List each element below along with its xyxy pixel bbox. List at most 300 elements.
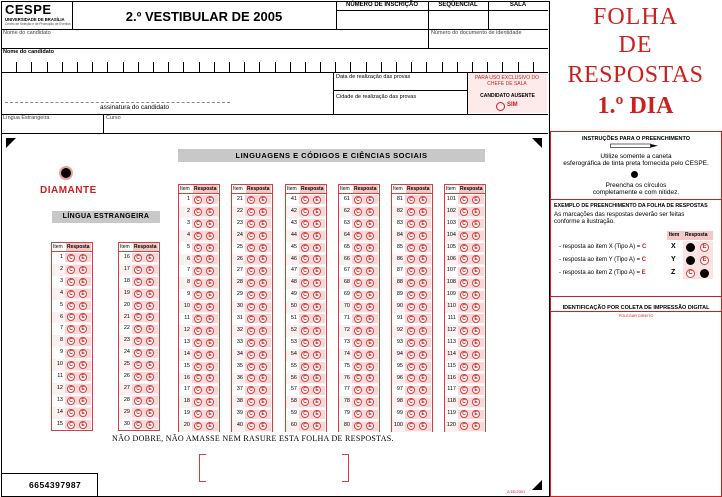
bubble-c[interactable]: C bbox=[407, 398, 415, 406]
bubble-e[interactable]: E bbox=[206, 232, 214, 240]
bubble-e[interactable]: E bbox=[259, 244, 267, 252]
bubble-c[interactable]: C bbox=[407, 351, 415, 359]
bubble-c[interactable]: C bbox=[194, 351, 202, 359]
bubble-c[interactable]: C bbox=[67, 373, 75, 381]
bubble-e[interactable]: E bbox=[79, 409, 87, 417]
bubble-c[interactable]: C bbox=[194, 315, 202, 323]
bubble-e[interactable]: E bbox=[146, 349, 154, 357]
bubble-c[interactable]: C bbox=[301, 267, 309, 275]
bubble-c[interactable]: C bbox=[460, 363, 468, 371]
bubble-e[interactable]: E bbox=[259, 279, 267, 287]
bubble-e[interactable]: E bbox=[366, 363, 374, 371]
bubble-c[interactable]: C bbox=[247, 244, 255, 252]
bubble-c[interactable]: C bbox=[134, 254, 142, 262]
bubble-c[interactable]: C bbox=[194, 339, 202, 347]
bubble-c[interactable]: C bbox=[301, 255, 309, 263]
bubble-e[interactable]: E bbox=[146, 337, 154, 345]
bubble-e[interactable]: E bbox=[79, 337, 87, 345]
bubble-e[interactable]: E bbox=[419, 255, 427, 263]
bubble-c[interactable]: C bbox=[460, 351, 468, 359]
bubble-e[interactable]: E bbox=[366, 267, 374, 275]
bubble-e[interactable]: E bbox=[313, 398, 321, 406]
bubble-c[interactable]: C bbox=[460, 291, 468, 299]
bubble-c[interactable]: C bbox=[194, 208, 202, 216]
bubble-c[interactable]: C bbox=[194, 196, 202, 204]
bubble-c[interactable]: C bbox=[354, 398, 362, 406]
bubble-e[interactable]: E bbox=[146, 325, 154, 333]
bubble-e[interactable]: E bbox=[146, 373, 154, 381]
bubble-e[interactable]: E bbox=[419, 291, 427, 299]
bubble-e[interactable]: E bbox=[79, 254, 87, 262]
bubble-c[interactable]: C bbox=[301, 374, 309, 382]
bubble-c[interactable]: C bbox=[247, 255, 255, 263]
bubble-c[interactable]: C bbox=[354, 386, 362, 394]
bubble-c[interactable]: C bbox=[247, 279, 255, 287]
bubble-c[interactable]: C bbox=[134, 266, 142, 274]
bubble-c[interactable]: C bbox=[354, 410, 362, 418]
bubble-e[interactable]: E bbox=[146, 254, 154, 262]
bubble-c[interactable]: C bbox=[301, 398, 309, 406]
bubble-e[interactable]: E bbox=[206, 351, 214, 359]
bubble-e[interactable]: E bbox=[472, 398, 480, 406]
bubble-c[interactable]: C bbox=[134, 349, 142, 357]
bubble-e[interactable]: E bbox=[419, 232, 427, 240]
bubble-e[interactable]: E bbox=[206, 363, 214, 371]
bubble-e[interactable]: E bbox=[419, 339, 427, 347]
bubble-c[interactable]: C bbox=[194, 386, 202, 394]
bubble-e[interactable]: E bbox=[366, 220, 374, 228]
bubble-e[interactable]: E bbox=[472, 220, 480, 228]
bubble-e[interactable]: E bbox=[472, 196, 480, 204]
bubble-c[interactable]: C bbox=[354, 374, 362, 382]
bubble-c[interactable]: C bbox=[134, 313, 142, 321]
bubble-e[interactable]: E bbox=[146, 421, 154, 429]
assinatura-line[interactable] bbox=[5, 102, 230, 103]
bubble-c[interactable]: C bbox=[460, 386, 468, 394]
bubble-e[interactable]: E bbox=[313, 422, 321, 430]
bubble-c[interactable]: C bbox=[247, 208, 255, 216]
bubble-c[interactable]: C bbox=[194, 291, 202, 299]
bubble-e[interactable]: E bbox=[259, 255, 267, 263]
bubble-c[interactable]: C bbox=[407, 267, 415, 275]
bubble-e[interactable]: E bbox=[206, 422, 214, 430]
bubble-e[interactable]: E bbox=[419, 351, 427, 359]
bubble-e[interactable]: E bbox=[419, 386, 427, 394]
bubble-e[interactable]: E bbox=[206, 386, 214, 394]
bubble-c[interactable]: C bbox=[460, 422, 468, 430]
bubble-c[interactable]: C bbox=[134, 337, 142, 345]
bubble-e[interactable]: E bbox=[472, 244, 480, 252]
bubble-c[interactable]: C bbox=[194, 422, 202, 430]
bubble-e[interactable]: E bbox=[366, 303, 374, 311]
bubble-c[interactable]: C bbox=[194, 220, 202, 228]
bubble-c[interactable]: C bbox=[460, 398, 468, 406]
bubble-c[interactable]: C bbox=[247, 315, 255, 323]
bubble-e[interactable]: E bbox=[259, 374, 267, 382]
bubble-e[interactable]: E bbox=[313, 339, 321, 347]
bubble-c[interactable]: C bbox=[247, 410, 255, 418]
bubble-c[interactable]: C bbox=[134, 302, 142, 310]
bubble-c[interactable]: C bbox=[134, 421, 142, 429]
bubble-c[interactable]: C bbox=[67, 302, 75, 310]
bubble-c[interactable]: C bbox=[194, 244, 202, 252]
bubble-e[interactable]: E bbox=[259, 232, 267, 240]
bubble-c[interactable]: C bbox=[407, 232, 415, 240]
bubble-e[interactable]: E bbox=[206, 196, 214, 204]
bubble-e[interactable]: E bbox=[472, 291, 480, 299]
bubble-c[interactable]: C bbox=[354, 303, 362, 311]
bubble-c[interactable]: C bbox=[407, 244, 415, 252]
bubble-c[interactable]: C bbox=[194, 279, 202, 287]
bubble-c[interactable]: C bbox=[407, 363, 415, 371]
bubble-e[interactable]: E bbox=[146, 313, 154, 321]
bubble-c[interactable]: C bbox=[460, 220, 468, 228]
bubble-e[interactable]: E bbox=[472, 315, 480, 323]
bubble-e[interactable]: E bbox=[79, 325, 87, 333]
bubble-c[interactable]: C bbox=[301, 232, 309, 240]
bubble-e[interactable]: E bbox=[206, 267, 214, 275]
bubble-c[interactable]: C bbox=[354, 255, 362, 263]
bubble-c[interactable]: C bbox=[407, 422, 415, 430]
bubble-e[interactable]: E bbox=[206, 398, 214, 406]
bubble-c[interactable]: C bbox=[301, 386, 309, 394]
bubble-e[interactable]: E bbox=[313, 327, 321, 335]
bubble-c[interactable]: C bbox=[460, 303, 468, 311]
bubble-c[interactable]: C bbox=[354, 244, 362, 252]
bubble-c[interactable]: C bbox=[194, 303, 202, 311]
bubble-c[interactable]: C bbox=[67, 421, 75, 429]
bubble-e[interactable]: E bbox=[472, 279, 480, 287]
bubble-e[interactable]: E bbox=[419, 220, 427, 228]
bubble-c[interactable]: C bbox=[407, 279, 415, 287]
bubble-e[interactable]: E bbox=[206, 410, 214, 418]
bubble-c[interactable]: C bbox=[134, 385, 142, 393]
bubble-e[interactable]: E bbox=[472, 339, 480, 347]
bubble-c[interactable]: C bbox=[194, 267, 202, 275]
bubble-c[interactable]: C bbox=[301, 244, 309, 252]
bubble-e[interactable]: E bbox=[419, 303, 427, 311]
bubble-e[interactable]: E bbox=[366, 315, 374, 323]
bubble-c[interactable]: C bbox=[354, 220, 362, 228]
bubble-e[interactable]: E bbox=[419, 279, 427, 287]
bubble-c[interactable]: C bbox=[407, 386, 415, 394]
bubble-c[interactable]: C bbox=[460, 315, 468, 323]
bubble-c[interactable]: C bbox=[134, 290, 142, 298]
bubble-e[interactable]: E bbox=[206, 255, 214, 263]
bubble-c[interactable]: C bbox=[407, 410, 415, 418]
bubble-e[interactable]: E bbox=[419, 422, 427, 430]
bubble-c[interactable]: C bbox=[301, 339, 309, 347]
bubble-c[interactable]: C bbox=[247, 398, 255, 406]
bubble-c[interactable]: C bbox=[407, 208, 415, 216]
bubble-e[interactable]: E bbox=[472, 363, 480, 371]
bubble-c[interactable]: C bbox=[247, 267, 255, 275]
bubble-e[interactable]: E bbox=[79, 349, 87, 357]
bubble-e[interactable]: E bbox=[259, 208, 267, 216]
bubble-e[interactable]: E bbox=[146, 409, 154, 417]
bubble-c[interactable]: C bbox=[194, 327, 202, 335]
bubble-e[interactable]: E bbox=[259, 398, 267, 406]
bubble-c[interactable]: C bbox=[134, 409, 142, 417]
bubble-c[interactable]: C bbox=[407, 374, 415, 382]
bubble-c[interactable]: C bbox=[460, 267, 468, 275]
bubble-c[interactable]: C bbox=[354, 232, 362, 240]
bubble-e[interactable]: E bbox=[313, 244, 321, 252]
bubble-e[interactable]: E bbox=[472, 267, 480, 275]
bubble-e[interactable]: E bbox=[313, 363, 321, 371]
bubble-e[interactable]: E bbox=[79, 266, 87, 274]
bubble-e[interactable]: E bbox=[419, 410, 427, 418]
bubble-e[interactable]: E bbox=[79, 313, 87, 321]
bubble-e[interactable]: E bbox=[472, 255, 480, 263]
bubble-e[interactable]: E bbox=[313, 315, 321, 323]
bubble-c[interactable]: C bbox=[354, 351, 362, 359]
bubble-e[interactable]: E bbox=[366, 244, 374, 252]
bubble-c[interactable]: C bbox=[134, 361, 142, 369]
bubble-c[interactable]: C bbox=[67, 349, 75, 357]
bubble-e[interactable]: E bbox=[206, 244, 214, 252]
bubble-e[interactable]: E bbox=[206, 315, 214, 323]
bubble-e[interactable]: E bbox=[472, 327, 480, 335]
bubble-c[interactable]: C bbox=[301, 291, 309, 299]
nome-candidato-boxes[interactable] bbox=[1, 56, 548, 72]
bubble-e[interactable]: E bbox=[366, 208, 374, 216]
bubble-c[interactable]: C bbox=[301, 410, 309, 418]
bubble-e[interactable]: E bbox=[79, 290, 87, 298]
bubble-e[interactable]: E bbox=[259, 196, 267, 204]
bubble-c[interactable]: C bbox=[194, 410, 202, 418]
bubble-c[interactable]: C bbox=[301, 196, 309, 204]
bubble-e[interactable]: E bbox=[313, 208, 321, 216]
bubble-e[interactable]: E bbox=[146, 302, 154, 310]
bubble-c[interactable]: C bbox=[354, 363, 362, 371]
bubble-c[interactable]: C bbox=[460, 279, 468, 287]
bubble-e[interactable]: E bbox=[79, 421, 87, 429]
bubble-e[interactable]: E bbox=[419, 244, 427, 252]
bubble-e[interactable]: E bbox=[313, 220, 321, 228]
bubble-c[interactable]: C bbox=[247, 196, 255, 204]
bubble-e[interactable]: E bbox=[366, 255, 374, 263]
bubble-e[interactable]: E bbox=[366, 410, 374, 418]
bubble-e[interactable]: E bbox=[419, 398, 427, 406]
bubble-c[interactable]: C bbox=[67, 290, 75, 298]
bubble-c[interactable]: C bbox=[247, 232, 255, 240]
bubble-e[interactable]: E bbox=[472, 422, 480, 430]
bubble-c[interactable]: C bbox=[301, 422, 309, 430]
bubble-c[interactable]: C bbox=[407, 291, 415, 299]
bubble-e[interactable]: E bbox=[366, 327, 374, 335]
bubble-e[interactable]: E bbox=[206, 279, 214, 287]
bubble-c[interactable]: C bbox=[407, 220, 415, 228]
bubble-c[interactable]: C bbox=[134, 397, 142, 405]
bubble-e[interactable]: E bbox=[313, 410, 321, 418]
bubble-c[interactable]: C bbox=[134, 278, 142, 286]
bubble-e[interactable]: E bbox=[472, 374, 480, 382]
bubble-e[interactable]: E bbox=[366, 232, 374, 240]
bubble-c[interactable]: C bbox=[67, 325, 75, 333]
bubble-e[interactable]: E bbox=[313, 267, 321, 275]
bubble-e[interactable]: E bbox=[313, 291, 321, 299]
bubble-e[interactable]: E bbox=[259, 291, 267, 299]
bubble-c[interactable]: C bbox=[301, 327, 309, 335]
bubble-c[interactable]: C bbox=[247, 351, 255, 359]
bubble-e[interactable]: E bbox=[472, 208, 480, 216]
bubble-e[interactable]: E bbox=[366, 386, 374, 394]
bubble-e[interactable]: E bbox=[313, 374, 321, 382]
bubble-e[interactable]: E bbox=[419, 196, 427, 204]
bubble-c[interactable]: C bbox=[247, 303, 255, 311]
bubble-e[interactable]: E bbox=[259, 363, 267, 371]
bubble-c[interactable]: C bbox=[301, 363, 309, 371]
bubble-c[interactable]: C bbox=[247, 363, 255, 371]
bubble-c[interactable]: C bbox=[301, 279, 309, 287]
bubble-c[interactable]: C bbox=[354, 279, 362, 287]
bubble-e[interactable]: E bbox=[206, 327, 214, 335]
bubble-c[interactable]: C bbox=[460, 374, 468, 382]
bubble-c[interactable]: C bbox=[194, 363, 202, 371]
bubble-c[interactable]: C bbox=[67, 254, 75, 262]
bubble-e[interactable]: E bbox=[206, 291, 214, 299]
bubble-c[interactable]: C bbox=[460, 232, 468, 240]
sim-checkbox[interactable] bbox=[496, 102, 505, 111]
bubble-c[interactable]: C bbox=[301, 351, 309, 359]
bubble-c[interactable]: C bbox=[67, 397, 75, 405]
bubble-e[interactable]: E bbox=[366, 351, 374, 359]
bubble-c[interactable]: C bbox=[354, 291, 362, 299]
bubble-e[interactable]: E bbox=[259, 327, 267, 335]
bubble-e[interactable]: E bbox=[313, 279, 321, 287]
bubble-e[interactable]: E bbox=[146, 290, 154, 298]
bubble-e[interactable]: E bbox=[206, 339, 214, 347]
bubble-e[interactable]: E bbox=[366, 422, 374, 430]
bubble-e[interactable]: E bbox=[313, 386, 321, 394]
bubble-c[interactable]: C bbox=[247, 339, 255, 347]
bubble-e[interactable]: E bbox=[366, 398, 374, 406]
bubble-e[interactable]: E bbox=[313, 196, 321, 204]
bubble-c[interactable]: C bbox=[354, 327, 362, 335]
bubble-e[interactable]: E bbox=[259, 303, 267, 311]
bubble-c[interactable]: C bbox=[354, 422, 362, 430]
bubble-c[interactable]: C bbox=[301, 208, 309, 216]
bubble-e[interactable]: E bbox=[206, 374, 214, 382]
bubble-e[interactable]: E bbox=[79, 302, 87, 310]
bubble-e[interactable]: E bbox=[419, 208, 427, 216]
bubble-e[interactable]: E bbox=[472, 232, 480, 240]
bubble-c[interactable]: C bbox=[354, 267, 362, 275]
bubble-c[interactable]: C bbox=[247, 291, 255, 299]
bubble-c[interactable]: C bbox=[301, 315, 309, 323]
bubble-e[interactable]: E bbox=[206, 303, 214, 311]
bubble-e[interactable]: E bbox=[259, 220, 267, 228]
bubble-e[interactable]: E bbox=[259, 267, 267, 275]
bubble-e[interactable]: E bbox=[419, 374, 427, 382]
bubble-e[interactable]: E bbox=[313, 351, 321, 359]
bubble-c[interactable]: C bbox=[301, 220, 309, 228]
bubble-c[interactable]: C bbox=[354, 315, 362, 323]
bubble-c[interactable]: C bbox=[407, 196, 415, 204]
bubble-c[interactable]: C bbox=[247, 327, 255, 335]
bubble-c[interactable]: C bbox=[460, 327, 468, 335]
bubble-c[interactable]: C bbox=[247, 220, 255, 228]
bubble-c[interactable]: C bbox=[67, 313, 75, 321]
bubble-c[interactable]: C bbox=[67, 266, 75, 274]
bubble-c[interactable]: C bbox=[134, 325, 142, 333]
bubble-e[interactable]: E bbox=[366, 196, 374, 204]
bubble-c[interactable]: C bbox=[354, 208, 362, 216]
bubble-c[interactable]: C bbox=[460, 255, 468, 263]
bubble-c[interactable]: C bbox=[460, 196, 468, 204]
bubble-e[interactable]: E bbox=[206, 220, 214, 228]
bubble-c[interactable]: C bbox=[354, 196, 362, 204]
bubble-e[interactable]: E bbox=[259, 315, 267, 323]
bubble-e[interactable]: E bbox=[313, 303, 321, 311]
bubble-c[interactable]: C bbox=[460, 339, 468, 347]
bubble-e[interactable]: E bbox=[206, 208, 214, 216]
bubble-c[interactable]: C bbox=[67, 361, 75, 369]
bubble-e[interactable]: E bbox=[79, 397, 87, 405]
bubble-c[interactable]: C bbox=[407, 327, 415, 335]
bubble-c[interactable]: C bbox=[247, 422, 255, 430]
bubble-e[interactable]: E bbox=[313, 232, 321, 240]
bubble-e[interactable]: E bbox=[259, 386, 267, 394]
bubble-e[interactable]: E bbox=[472, 351, 480, 359]
bubble-c[interactable]: C bbox=[460, 410, 468, 418]
bubble-e[interactable]: E bbox=[259, 339, 267, 347]
bubble-e[interactable]: E bbox=[472, 386, 480, 394]
bubble-c[interactable]: C bbox=[407, 315, 415, 323]
bubble-c[interactable]: C bbox=[247, 374, 255, 382]
bubble-c[interactable]: C bbox=[67, 385, 75, 393]
bubble-e[interactable]: E bbox=[146, 278, 154, 286]
bubble-e[interactable]: E bbox=[259, 422, 267, 430]
bubble-c[interactable]: C bbox=[301, 303, 309, 311]
bubble-e[interactable]: E bbox=[313, 255, 321, 263]
bubble-e[interactable]: E bbox=[472, 410, 480, 418]
bubble-e[interactable]: E bbox=[419, 363, 427, 371]
bubble-e[interactable]: E bbox=[259, 410, 267, 418]
bubble-c[interactable]: C bbox=[67, 337, 75, 345]
bubble-c[interactable]: C bbox=[407, 303, 415, 311]
bubble-e[interactable]: E bbox=[146, 266, 154, 274]
bubble-e[interactable]: E bbox=[419, 315, 427, 323]
bubble-e[interactable]: E bbox=[419, 267, 427, 275]
bubble-c[interactable]: C bbox=[460, 244, 468, 252]
bubble-c[interactable]: C bbox=[194, 255, 202, 263]
bubble-c[interactable]: C bbox=[134, 373, 142, 381]
bubble-c[interactable]: C bbox=[247, 386, 255, 394]
bubble-e[interactable]: E bbox=[472, 303, 480, 311]
bubble-e[interactable]: E bbox=[259, 351, 267, 359]
bubble-c[interactable]: C bbox=[67, 409, 75, 417]
bubble-c[interactable]: C bbox=[194, 398, 202, 406]
bubble-e[interactable]: E bbox=[79, 278, 87, 286]
bubble-e[interactable]: E bbox=[366, 291, 374, 299]
bubble-e[interactable]: E bbox=[419, 327, 427, 335]
bubble-c[interactable]: C bbox=[194, 232, 202, 240]
bubble-e[interactable]: E bbox=[366, 339, 374, 347]
bubble-e[interactable]: E bbox=[146, 385, 154, 393]
bubble-e[interactable]: E bbox=[146, 397, 154, 405]
bubble-e[interactable]: E bbox=[366, 374, 374, 382]
bubble-c[interactable]: C bbox=[407, 255, 415, 263]
bubble-c[interactable]: C bbox=[354, 339, 362, 347]
bubble-c[interactable]: C bbox=[194, 374, 202, 382]
bubble-c[interactable]: C bbox=[460, 208, 468, 216]
bubble-e[interactable]: E bbox=[79, 373, 87, 381]
bubble-e[interactable]: E bbox=[79, 361, 87, 369]
bubble-e[interactable]: E bbox=[146, 361, 154, 369]
bubble-c[interactable]: C bbox=[407, 339, 415, 347]
